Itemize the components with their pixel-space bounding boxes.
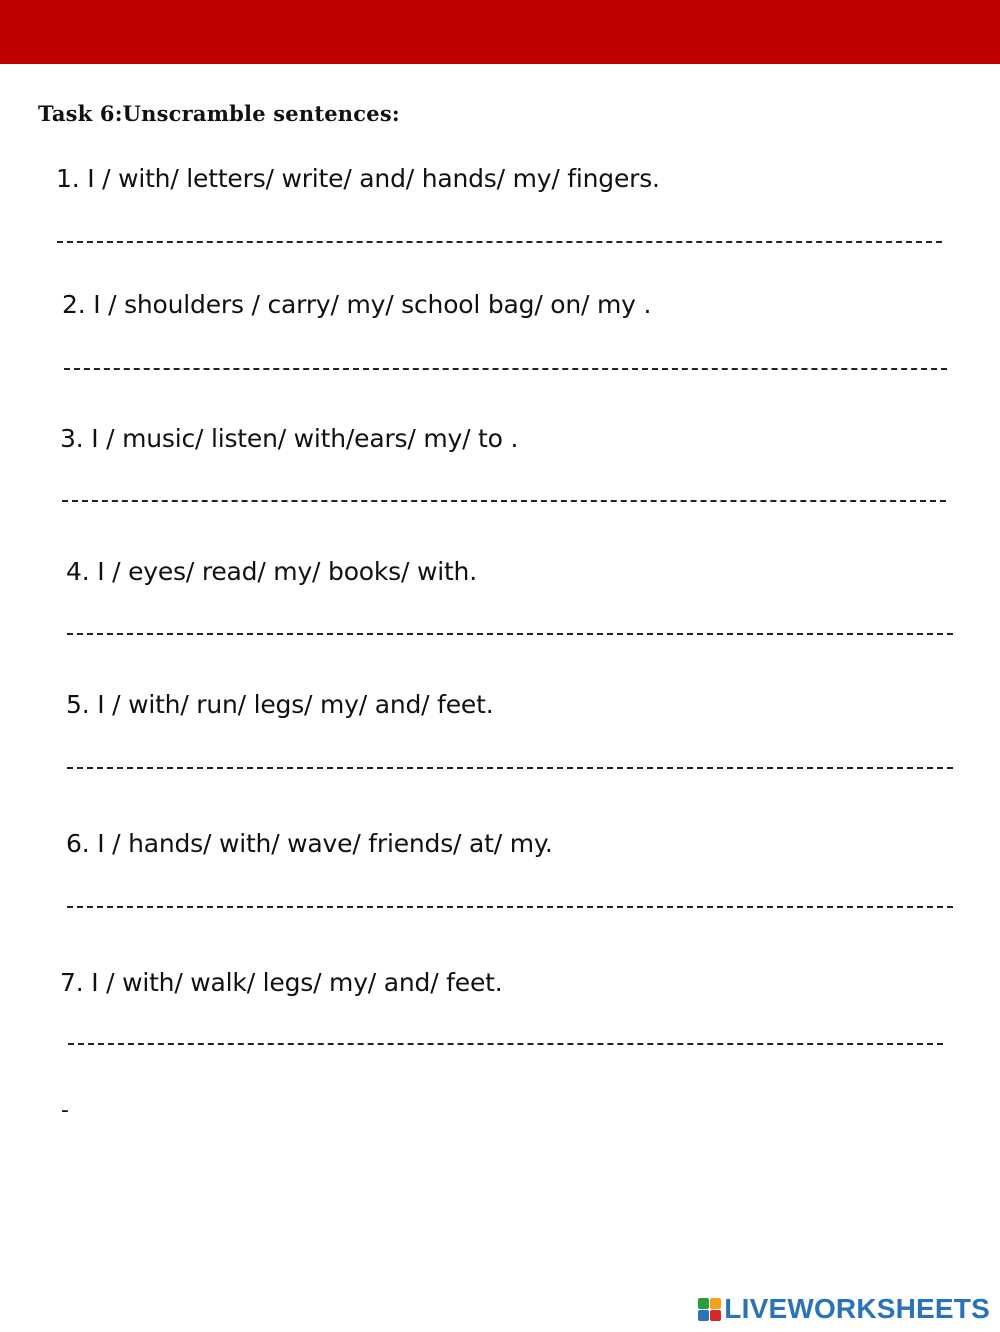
liveworksheets-logo-icon bbox=[698, 1298, 721, 1321]
sentence-3: 3. I / music/ listen/ with/ears/ my/ to . bbox=[60, 424, 519, 453]
answer-line-6[interactable] bbox=[67, 906, 953, 908]
sentence-1: 1. I / with/ letters/ write/ and/ hands/ my/ fingers. bbox=[56, 164, 660, 193]
liveworksheets-brand[interactable] bbox=[698, 1293, 990, 1325]
answer-line-1[interactable] bbox=[57, 241, 942, 243]
top-banner bbox=[0, 0, 1000, 64]
sentence-4: 4. I / eyes/ read/ my/ books/ with. bbox=[66, 557, 477, 586]
answer-line-2[interactable] bbox=[64, 368, 947, 370]
sentence-7: 7. I / with/ walk/ legs/ my/ and/ feet. bbox=[60, 968, 503, 997]
answer-line-3[interactable] bbox=[62, 500, 946, 502]
task-title: Task 6:Unscramble sentences: bbox=[38, 101, 400, 126]
answer-line-5[interactable] bbox=[67, 767, 953, 769]
answer-line-4[interactable] bbox=[67, 633, 953, 635]
sentence-6: 6. I / hands/ with/ wave/ friends/ at/ my. bbox=[66, 829, 553, 858]
trailing-dash: - bbox=[61, 1098, 69, 1123]
answer-line-7[interactable] bbox=[68, 1043, 943, 1045]
sentence-5: 5. I / with/ run/ legs/ my/ and/ feet. bbox=[66, 690, 494, 719]
sentence-2: 2. I / shoulders / carry/ my/ school bag/ on/ my . bbox=[62, 290, 652, 319]
brand-name: LIVEWORKSHEETS bbox=[724, 1293, 990, 1324]
